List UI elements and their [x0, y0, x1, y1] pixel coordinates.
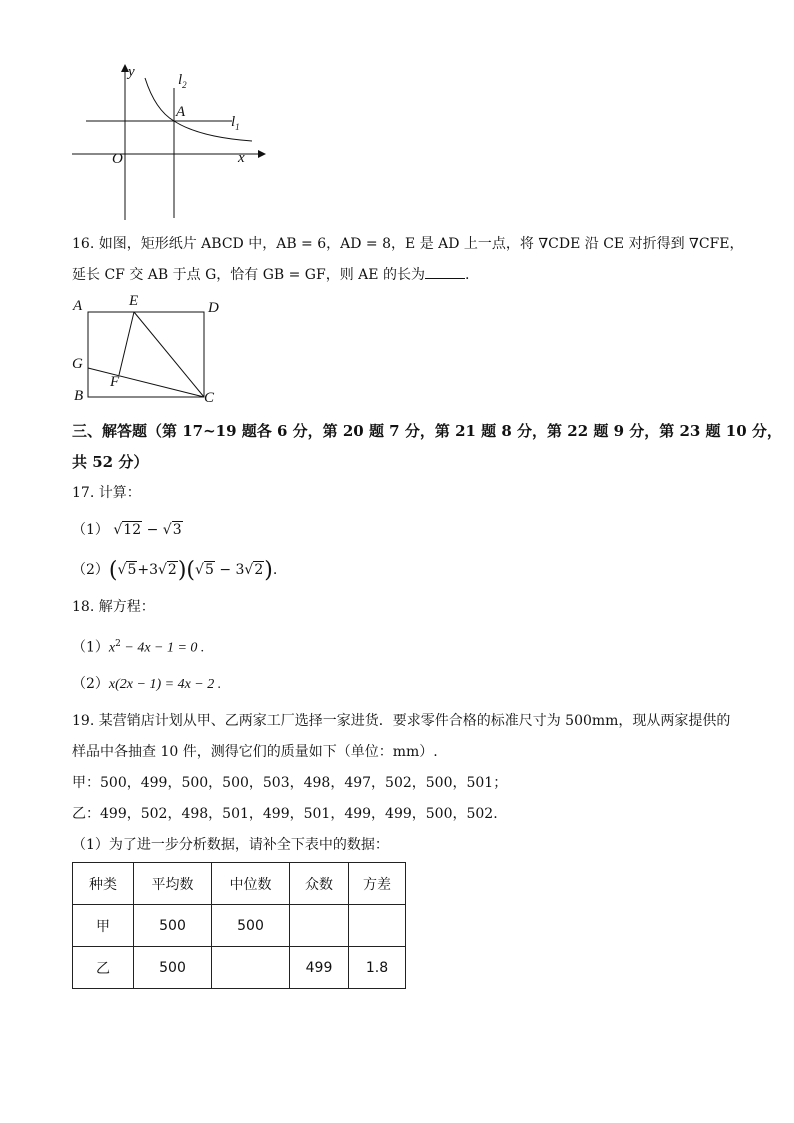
q19-jia-data: 甲：500，499，500，500，503，498，497，502，500，501； — [72, 775, 508, 791]
y-axis-label: y — [128, 64, 135, 80]
q18-title: 18. 解方程： — [72, 599, 155, 615]
answer-blank — [425, 264, 465, 279]
table-cell: 乙 — [73, 947, 134, 989]
segment-gc — [88, 368, 204, 397]
q17-part2: （2）(√5+3√2)(√5 − 3√2). — [72, 558, 278, 583]
table-header-row — [73, 863, 406, 905]
table-cell: 499 — [290, 947, 349, 989]
stats-table — [72, 862, 406, 989]
table-row — [73, 947, 406, 989]
table-header: 平均数 — [134, 863, 212, 905]
table-cell: 1.8 — [349, 947, 406, 989]
table-header: 种类 — [73, 863, 134, 905]
x-axis-label: x — [238, 150, 245, 166]
l2-label: $l_2$ — [178, 72, 187, 90]
q16-line1: 16. 如图，矩形纸片 ABCD 中，AB = 6，AD = 8，E 是 AD 上一点，将 ∇CDE 沿 CE 对折得到 ∇CFE， — [72, 236, 744, 252]
q18-part1: $(1)x^2 - 4x - 1 = 0$ . — [72, 639, 205, 656]
label-b: B — [74, 388, 84, 404]
table-row — [73, 905, 406, 947]
label-g: G — [72, 356, 83, 372]
l1-label: $l_1$ — [231, 114, 240, 132]
origin-label: O — [112, 151, 123, 167]
section3-heading-line1: 三、解答题（第 17~19 题各 6 分，第 20 题 7 分，第 21 题 8 分，第 22 题 9 分，第 23 题 10 分， — [72, 422, 782, 440]
label-c: C — [204, 390, 215, 406]
q17-title: 17. 计算： — [72, 485, 141, 501]
q19-line1: 19. 某营销店计划从甲、乙两家工厂选择一家进货．要求零件合格的标准尺寸为 500mm，现从两家提供的 — [72, 713, 731, 729]
table-header: 众数 — [290, 863, 349, 905]
table-cell: 500 — [212, 905, 290, 947]
label-d: D — [208, 300, 219, 316]
table-header: 方差 — [349, 863, 406, 905]
table-cell — [212, 947, 290, 989]
table-cell: 500 — [134, 947, 212, 989]
segment-ef — [119, 312, 134, 375]
segment-ec — [134, 312, 204, 397]
table-cell: 500 — [134, 905, 212, 947]
q19-line2: 样品中各抽查 10 件，测得它们的质量如下（单位：mm）. — [72, 744, 438, 760]
q19-yi-data: 乙：499，502，498，501，499，501，499，499，500，502. — [72, 806, 498, 822]
rectangle-abcd — [88, 312, 204, 397]
label-e: E — [129, 293, 139, 309]
point-a-label: A — [176, 104, 186, 120]
section3-heading-line2: 共 52 分） — [72, 453, 149, 471]
table-cell — [349, 905, 406, 947]
table-cell — [290, 905, 349, 947]
table-cell: 甲 — [73, 905, 134, 947]
q17-part1: （1） √12 − √3 — [72, 522, 182, 538]
q18-part2: （2）x(2x − 1) = 4x − 2 . — [72, 676, 222, 692]
q19-sub1: （1）为了进一步分析数据，请补全下表中的数据： — [72, 837, 389, 853]
label-a: A — [73, 298, 83, 314]
q16-line2: 延长 CF 交 AB 于点 G，恰有 GB = GF，则 AE 的长为 . — [72, 264, 469, 285]
rectangle-figure — [0, 0, 300, 420]
label-f: F — [110, 374, 120, 390]
table-header: 中位数 — [212, 863, 290, 905]
